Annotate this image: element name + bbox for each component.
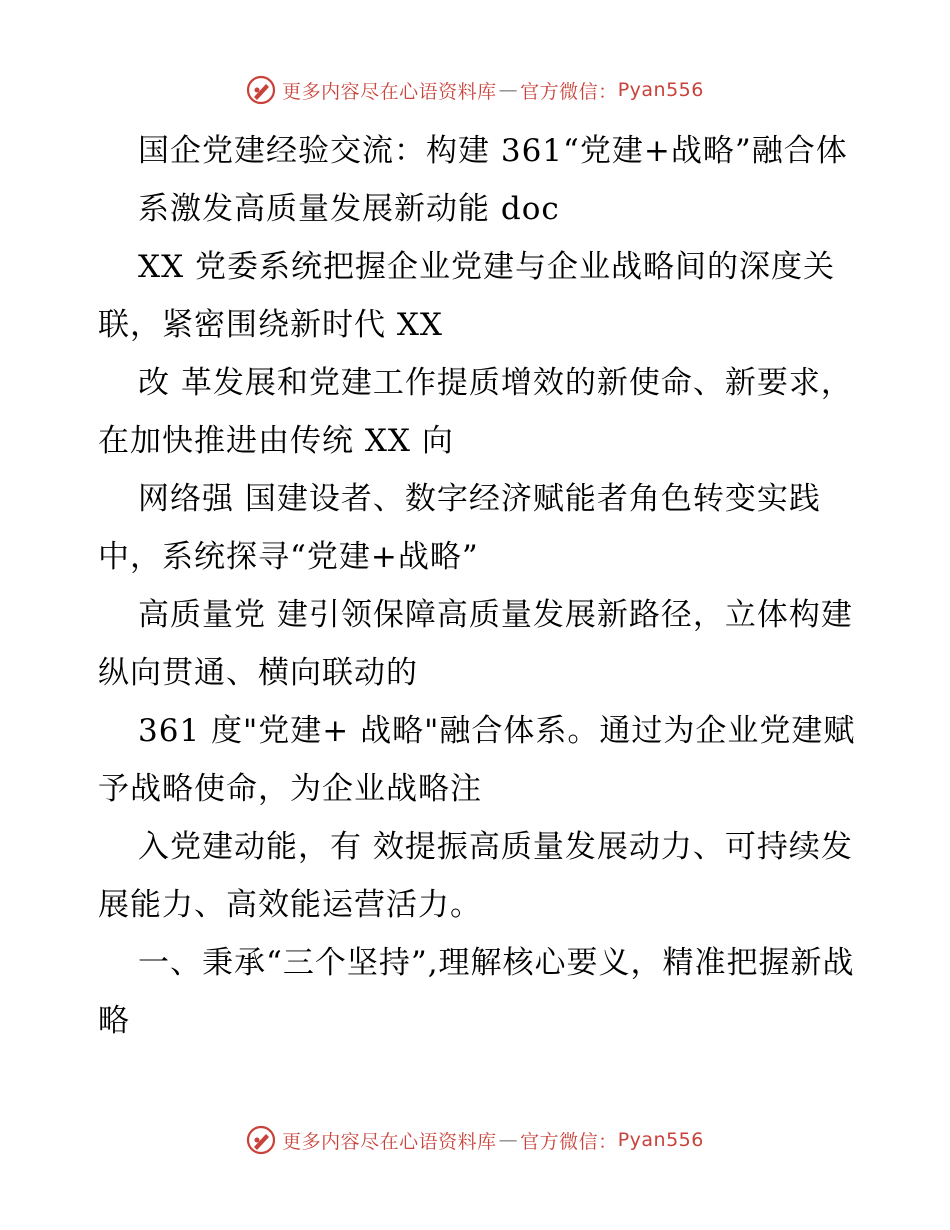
paragraph: 高质量党 建引领保障高质量发展新路径，立体构建纵向贯通、横向联动的 bbox=[98, 597, 853, 691]
watermark-separator: — bbox=[498, 1129, 519, 1151]
watermark-text: 更多内容尽在心语资料库 bbox=[282, 80, 497, 103]
watermark-wechat-label: 官方微信： bbox=[520, 80, 618, 103]
document-body bbox=[98, 122, 858, 1050]
paragraph: 入党建动能，有 效提振高质量发展动力、可持续发展能力、高效能运营活力。 bbox=[98, 829, 853, 923]
paragraph: XX 党委系统把握企业党建与企业战略间的深度关联，紧密围绕新时代 XX bbox=[98, 249, 835, 343]
paragraph: 改 革发展和党建工作提质增效的新使命、新要求，在加快推进由传统 XX 向 bbox=[98, 365, 853, 459]
paragraph: 系激发高质量发展新动能 doc bbox=[138, 191, 560, 227]
header-watermark bbox=[0, 70, 950, 110]
pen-logo-icon bbox=[246, 75, 276, 105]
paragraph: 361 度"党建+ 战略"融合体系。通过为企业党建赋予战略使命，为企业战略注 bbox=[98, 713, 856, 807]
watermark-wechat-label: 官方微信： bbox=[520, 1130, 618, 1153]
watermark-wechat-id: Pyan556 bbox=[617, 79, 704, 101]
watermark-separator: — bbox=[498, 79, 519, 101]
paragraph: 网络强 国建设者、数字经济赋能者角色转变实践中，系统探寻“党建+战略” bbox=[98, 481, 821, 575]
pen-logo-icon bbox=[246, 1125, 276, 1155]
footer-watermark bbox=[0, 1120, 950, 1160]
section-heading: 一、秉承“三个坚持”,理解核心要义，精准把握新战略 bbox=[98, 945, 855, 1039]
watermark-wechat-id: Pyan556 bbox=[617, 1129, 704, 1151]
paragraph-title: 国企党建经验交流：构建 361“党建+战略”融合体 bbox=[138, 133, 848, 169]
watermark-text: 更多内容尽在心语资料库 bbox=[282, 1130, 497, 1153]
